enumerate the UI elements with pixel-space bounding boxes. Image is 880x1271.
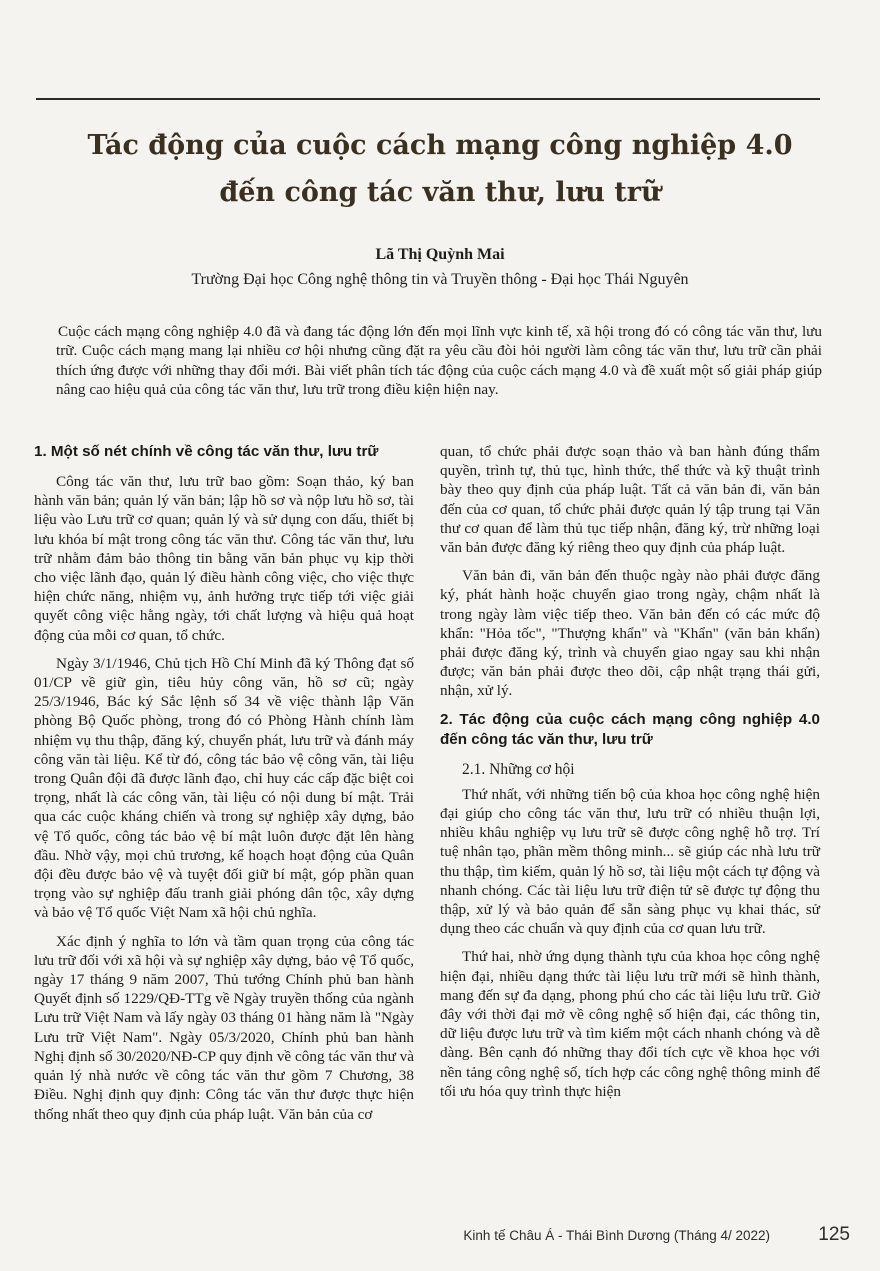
paragraph-continued: quan, tổ chức phải được soạn thảo và ban hành đúng thẩm quyền, trình tự, thủ tục, hình thức, thể thức và kỹ thuật trình bày theo quy định của pháp luật. Tất cả văn bản đi, văn bản đến của cơ quan, tổ chức phải được quản lý tập trung tại Văn thư cơ quan để làm thủ tục tiếp nhận, đăng ký, trừ những loại văn bản được đăng ký riêng theo quy định của pháp luật. <box>440 443 820 557</box>
article-title <box>40 122 840 216</box>
subsection-heading: 2.1. Những cơ hội <box>462 760 575 778</box>
section-heading-2: 2. Tác động của cuộc cách mạng công nghiệp 4.0 đến công tác văn thư, lưu trữ <box>440 710 820 748</box>
paragraph: Văn bản đi, văn bản đến thuộc ngày nào phải được đăng ký, phát hành hoặc chuyển giao trong ngày, chậm nhất là trong ngày làm việc tiếp theo. Văn bản đến có các mức độ khẩn: "Hỏa tốc", "Thượng khẩn" và "Khẩn" (văn bản khẩn) phải được đăng ký, trình và chuyển giao ngay sau khi nhận được; văn bản phải được theo dõi, cập nhật trạng thái gửi, nhận, xử lý. <box>440 567 820 700</box>
left-column <box>34 442 414 1133</box>
paragraph: Xác định ý nghĩa to lớn và tầm quan trọng của công tác lưu trữ đối với xã hội và sự nghiệp xây dựng, bảo vệ Tổ quốc, ngày 17 tháng 9 năm 2007, Thủ tướng Chính phủ ban hành Quyết định số 1229/QĐ-TTg về Ngày truyền thống của ngành Lưu trữ Việt Nam và lấy ngày 03 tháng 01 hàng năm là "Ngày Lưu trữ Việt Nam". Ngày 05/3/2020, Chính phủ ban hành Nghị định số 30/2020/NĐ-CP quy định về công tác văn thư và quản lý nhà nước về công tác văn thư gồm 7 Chương, 38 Điều. Nghị định quy định: Công tác văn thư được thực hiện thống nhất theo quy định của pháp luật. Văn bản của cơ <box>34 932 414 1123</box>
title-line-1: Tác động của cuộc cách mạng công nghiệp 4.0 <box>87 130 793 161</box>
section-heading-1: 1. Một số nét chính về công tác văn thư, lưu trữ <box>34 443 379 460</box>
page-footer <box>30 1224 850 1248</box>
author-affiliation: Trường Đại học Công nghệ thông tin và Truyền thông - Đại học Thái Nguyên <box>191 271 689 288</box>
abstract: Cuộc cách mạng công nghiệp 4.0 đã và đang tác động lớn đến mọi lĩnh vực kinh tế, xã hội trong đó có công tác văn thư, lưu trữ. Cuộc cách mạng mang lại nhiều cơ hội nhưng cũng đặt ra yêu cầu đòi hỏi người làm công tác văn thư, lưu trữ cần phải thích ứng được với những thay đổi mới. Bài viết phân tích tác động của cuộc cách mạng 4.0 và đề xuất một số giải pháp giúp nâng cao hiệu quả của công tác văn thư, lưu trữ trong điều kiện hiện nay. <box>56 323 822 399</box>
journal-name: Kinh tế Châu Á - Thái Bình Dương (Tháng 4/ 2022) <box>463 1228 770 1243</box>
paragraph: Công tác văn thư, lưu trữ bao gồm: Soạn thảo, ký ban hành văn bản; quản lý văn bản; lập hồ sơ và nộp lưu hồ sơ, tài liệu vào Lưu trữ cơ quan; quản lý và sử dụng con dấu, thiết bị lưu khóa bí mật trong công tác văn thư. Công tác văn thư, lưu trữ nhằm đảm bảo thông tin bằng văn bản phục vụ kịp thời cho việc lãnh đạo, quản lý điều hành công việc, cho việc thực hiện chức năng, nhiệm vụ, ảnh hưởng trực tiếp tới việc giải quyết công việc hằng ngày, tới chất lượng và hiệu quả hoạt động của mỗi cơ quan, tổ chức. <box>34 473 414 644</box>
title-line-2: đến công tác văn thư, lưu trữ <box>219 177 661 208</box>
paragraph: Ngày 3/1/1946, Chủ tịch Hồ Chí Minh đã ký Thông đạt số 01/CP về giữ gìn, tiêu hủy công văn, hồ sơ cũ; ngày 25/3/1946, Bác ký Sắc lệnh số 34 về việc thành lập Văn phòng Bộ Quốc phòng, trong đó có Phòng Hành chính làm nhiệm vụ thu thập, đăng ký, chuyển phát, lưu trữ và đánh máy công văn tài liệu. Kể từ đó, công tác bảo vệ công văn, tài liệu trong Quân đội đã được lãnh đạo, chỉ huy các cấp đặc biệt coi trọng, nhất là các công văn, tài liệu có nội dung bí mật. Trải qua các cuộc kháng chiến và trong sự nghiệp xây dựng, bảo vệ Tổ quốc, công tác bảo vệ bí mật luôn được đặt lên hàng đầu. Nhờ vậy, mọi chủ trương, kế hoạch hoạt động của Quân đội đều được bảo vệ và tuyệt đối giữ bí mật, góp phần quan trọng vào sự nghiệp đấu tranh giải phóng dân tộc, xây dựng và bảo vệ Tổ quốc Việt Nam xã hội chủ nghĩa. <box>34 654 414 922</box>
paragraph: Thứ hai, nhờ ứng dụng thành tựu của khoa học công nghệ hiện đại, nhiều dạng thức tài liệu lưu trữ mới sẽ hình thành, mang đến sự đa dạng, phong phú cho các tài liệu lưu trữ. Giờ đây với thời đại mở về công nghệ số hiện đại, các thông tin, dữ liệu được lưu trữ và tìm kiếm một cách nhanh chóng và dễ dàng. Bên cạnh đó những thay đổi tích cực về khoa học với nền tảng công nghệ số, tích hợp các công nghệ thông minh để tối ưu hóa quy trình thực hiện <box>440 948 820 1100</box>
author-name: Lã Thị Quỳnh Mai <box>375 246 505 263</box>
page-number: 125 <box>818 1224 850 1245</box>
top-rule <box>36 98 820 100</box>
right-column <box>440 442 820 1110</box>
paragraph: Thứ nhất, với những tiến bộ của khoa học công nghệ hiện đại giúp cho công tác văn thư, lưu trữ có nhiều thuận lợi, nhiều khâu nghiệp vụ lưu trữ sẽ được công nghệ hỗ trợ. Trí tuệ nhân tạo, phần mềm thông minh... sẽ giúp các nhà lưu trữ thu thập, tìm kiếm, quản lý hồ sơ, tài liệu một cách tự động và nhanh chóng. Các tài liệu lưu trữ điện tử sẽ được tự động thu thập, xử lý và bảo quản để sẵn sàng phục vụ khai thác, sử dụng theo các chuẩn và quy định của cơ quan lưu trữ. <box>440 785 820 938</box>
